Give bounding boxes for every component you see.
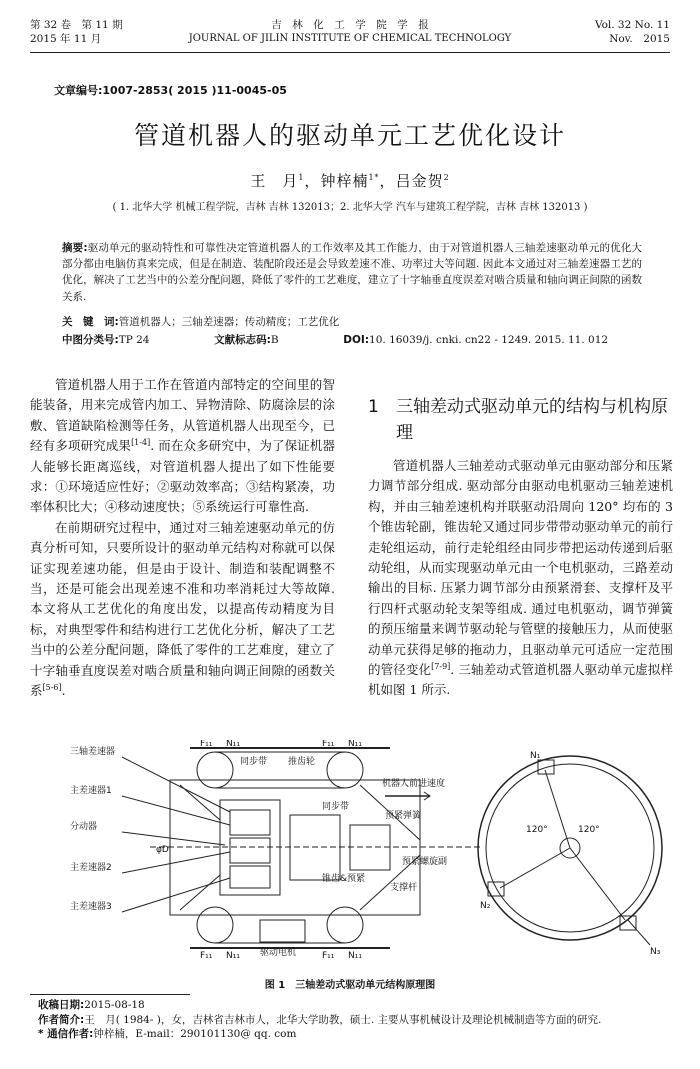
force-label-n-bottom-1: N₁₁ (226, 951, 240, 960)
citation: [1-4] (131, 438, 151, 448)
author-2: 钟梓楠 (320, 172, 369, 190)
wheel-front-top (197, 752, 233, 788)
differential-1 (230, 810, 270, 835)
differential-3 (230, 866, 270, 888)
force-label-n-bottom-2: N₁₁ (348, 951, 362, 960)
force-label-f-top-2: F₁₁ (322, 740, 335, 749)
footnote-rule (30, 994, 190, 995)
radial-arm-1 (545, 770, 570, 848)
label-main-differential-1: 主差速器1 (70, 786, 112, 796)
label-transfer-case: 分动器 (70, 822, 98, 832)
citation: [7-9] (431, 661, 451, 671)
section-1-paragraph (368, 456, 673, 701)
label-sync-belt-2: 同步带 (322, 802, 350, 812)
received-date (38, 998, 678, 1013)
author-bio-label: 作者简介: (38, 1013, 85, 1026)
pointer-line-n3 (628, 920, 650, 945)
author-2-mark: 1* (368, 173, 380, 182)
wheel-front-bottom (197, 907, 233, 943)
intro-p1-text-cont: . 而在众多研究中，为了保证机器人能够长距离巡线，对管道机器人提出了如下性能要求：①环境适应性好；②驱动效率高；③结构紧凑，功率体积比大；④移动速度快；⑤系统运行可靠性高. (30, 438, 335, 515)
author-list (0, 170, 700, 191)
clc-value: TP 24 (118, 334, 150, 346)
figure-1-diagram (60, 740, 670, 960)
keywords-block (62, 314, 642, 330)
intro-paragraph-1 (30, 375, 335, 518)
author-1: 王 月 (250, 172, 299, 190)
label-push-gear: 推齿轮 (288, 757, 316, 767)
abstract-block (62, 240, 642, 305)
label-triaxial-differential: 三轴差速器 (70, 747, 116, 757)
header-date: 2015 年 11 月 (30, 33, 102, 45)
normal-force-n3: N₃ (650, 947, 661, 957)
keywords-text: 管道机器人；三轴差速器；传动精度；工艺优化 (118, 316, 340, 328)
clc-label: 中图分类号: (62, 334, 119, 346)
leader-line (122, 796, 230, 825)
author-1-mark: 1 (298, 173, 305, 182)
abstract-text: 驱动单元的驱动特性和可靠性决定管道机器人的工作效率及其工作能力，由于对管道机器人三轴差速驱动单元的优化大部分都由电脑仿真来完成，但是在制造、装配阶段还是会导致差速不准、功率过大等问题. 因此本文通过对三轴差速器工艺的优化，解决了工艺当中的公差分配问题，降低了零件的工艺难度，建立了十字轴垂直度误差对啮合质量和轴向调正间隙的函数关系. (62, 242, 642, 303)
author-bio (38, 1013, 678, 1028)
leader-line (122, 757, 230, 812)
author-bio-value: 王 月( 1984- )，女，吉林省吉林市人，北华大学助教，硕士. 主要从事机械设计及理论机械制造等方面的研究. (84, 1013, 602, 1026)
header-vol-no: Vol. 32 No. 11 (594, 19, 670, 31)
right-column (368, 456, 673, 701)
wheel-rear-bottom (327, 907, 363, 943)
drive-motor-box (260, 920, 305, 942)
section-title: 三轴差动式驱动单元的结构与机构原理 (396, 397, 668, 443)
paper-title: 管道机器人的驱动单元工艺优化设计 (133, 121, 566, 150)
wheel-rear-top (327, 752, 363, 788)
force-label-f-bottom-1: F₁₁ (200, 951, 213, 960)
doi-label: DOI: (343, 334, 370, 346)
doc-code-label: 文献标志码: (214, 334, 271, 346)
intro-p2-text: 在前期研究过程中，通过对三轴差速驱动单元的仿真分析可知，只要所设计的驱动单元结构对称就可以保证实现差速功能，但是由于设计、制造和装配调整不当，还是可能会出现差速不准和功率消耗过大等故障. 本文将从工艺优化的角度出发，以提高传动精度为目标，对典型零件和结构进行工艺优化分析，解决了工艺当中的公差分配问题，降低了零件的工艺难度，建立了十字轴垂直度误差对啮合质量和轴向调正间隙的函数关系 (30, 519, 335, 699)
doc-code-value: B (270, 334, 279, 346)
author-3: 吕金贺 (395, 172, 444, 190)
header-journal (180, 18, 520, 46)
section-number: 1 (368, 397, 379, 417)
section-1-text: 管道机器人三轴差动式驱动单元由驱动部分和压紧力调节部分组成. 驱动部分由驱动电机驱动三轴差速机构，并由三轴差速机构并联驱动沿周向 120° 均布的 3 个锥齿轮副，锥齿轮又通过同步带带动驱动单元的前行走轮组运动，前行走轮组经由同步带把运动传递到后驱动轮组，从而实现驱动单元由一个电机驱动，三路差动输出的目标. 压紧力调节部分由预紧滑套、支撑杆及平行四杆式驱动轮支架等组成. 通过电机驱动，调节弹簧的预压缩量来调节驱动轮与管壁的接触压力，从而使驱动单元获得足够的拖动力，且驱动单元可适应一定范围的管径变化 (368, 458, 673, 678)
label-preload-screw: 预紧螺旋副 (402, 857, 448, 867)
normal-force-n2: N₂ (480, 901, 491, 911)
classification-block (62, 332, 662, 348)
force-label-f-bottom-2: F₁₁ (322, 951, 335, 960)
label-preload-spring: 预紧弹簧 (385, 811, 422, 821)
intro-p1-text: 管道机器人用于工作在管道内部特定的空间里的智能装备，用来完成管内加工、异物清除、防腐涂层的涂敷、管道缺陷检测等任务，从管道机器人出现至今，已经有多项研究成果 (30, 377, 335, 454)
normal-force-n1: N₁ (530, 751, 541, 761)
header-journal-en: JOURNAL OF JILIN INSTITUTE OF CHEMICAL TECHNOLOGY (188, 33, 512, 44)
section-1-heading (368, 394, 673, 446)
force-label-n-top-2: N₁₁ (348, 740, 362, 749)
differential-2 (230, 838, 270, 863)
intro-paragraph-2 (30, 518, 335, 702)
force-label-f-top-1: F₁₁ (200, 740, 213, 749)
doi-value: 10. 16039/j. cnki. cn22 - 1249. 2015. 11. 012 (369, 334, 609, 346)
label-support-rod: 支撑杆 (390, 883, 418, 893)
header-volume (30, 18, 123, 46)
received-label: 收稿日期: (38, 999, 85, 1011)
keywords-label: 关 键 词: (62, 316, 119, 328)
angle-label-2: 120° (578, 825, 600, 835)
angle-label-1: 120° (526, 825, 548, 835)
header-month-year: Nov. 2015 (609, 33, 670, 45)
label-drive-motor: 驱动电机 (260, 948, 297, 958)
force-label-n-top-1: N₁₁ (226, 740, 240, 749)
affiliation: ( 1. 北华大学 机械工程学院，吉林 吉林 132013；2. 北华大学 汽车与建筑工程学院，吉林 吉林 132013 ) (112, 202, 588, 213)
leader-line (122, 852, 230, 873)
footnotes (38, 998, 678, 1042)
section-1-text-end: . 三轴差动式管道机器人驱动单元虚拟样机如图 1 所示. (368, 662, 673, 698)
radial-arm-3 (570, 848, 625, 920)
radial-arm-2 (500, 848, 570, 888)
author-3-mark: 2 (443, 173, 450, 182)
diameter-label: φD (156, 845, 169, 855)
citation: [5-6] (42, 682, 62, 692)
received-value: 2015-08-18 (84, 999, 145, 1011)
label-sync-belt-1: 同步带 (240, 757, 268, 767)
left-column (30, 375, 335, 702)
author-separator: ， (379, 172, 396, 190)
header-rule (30, 52, 670, 53)
article-number: 文章编号:1007-2853( 2015 )11-0045-05 (54, 84, 287, 97)
corresponding-author (38, 1027, 678, 1042)
header-journal-cn: 吉 林 化 工 学 院 学 报 (271, 19, 429, 31)
link-rod-bottom (180, 875, 220, 910)
abstract-label: 摘要: (62, 242, 88, 254)
label-main-differential-3: 主差速器3 (70, 902, 112, 912)
header-volume-issue: 第 32 卷 第 11 期 (30, 19, 123, 31)
corresponding-value: 钟梓楠，E-mail：290101130@ qq. com (93, 1028, 297, 1040)
figure-1-caption: 图 1 三轴差动式驱动单元结构原理图 (264, 980, 436, 991)
intro-p2-text-end: . (61, 683, 66, 699)
link-rod-top (180, 785, 220, 820)
label-main-differential-2: 主差速器2 (70, 863, 112, 873)
header-volume-en (595, 18, 670, 46)
author-separator: ， (304, 172, 321, 190)
leader-line (122, 832, 225, 845)
label-robot-speed: 机器人前进速度 (382, 779, 446, 789)
label-bevel-preload: 锥齿&预紧 (322, 874, 366, 884)
corresponding-label: * 通信作者: (38, 1028, 94, 1040)
